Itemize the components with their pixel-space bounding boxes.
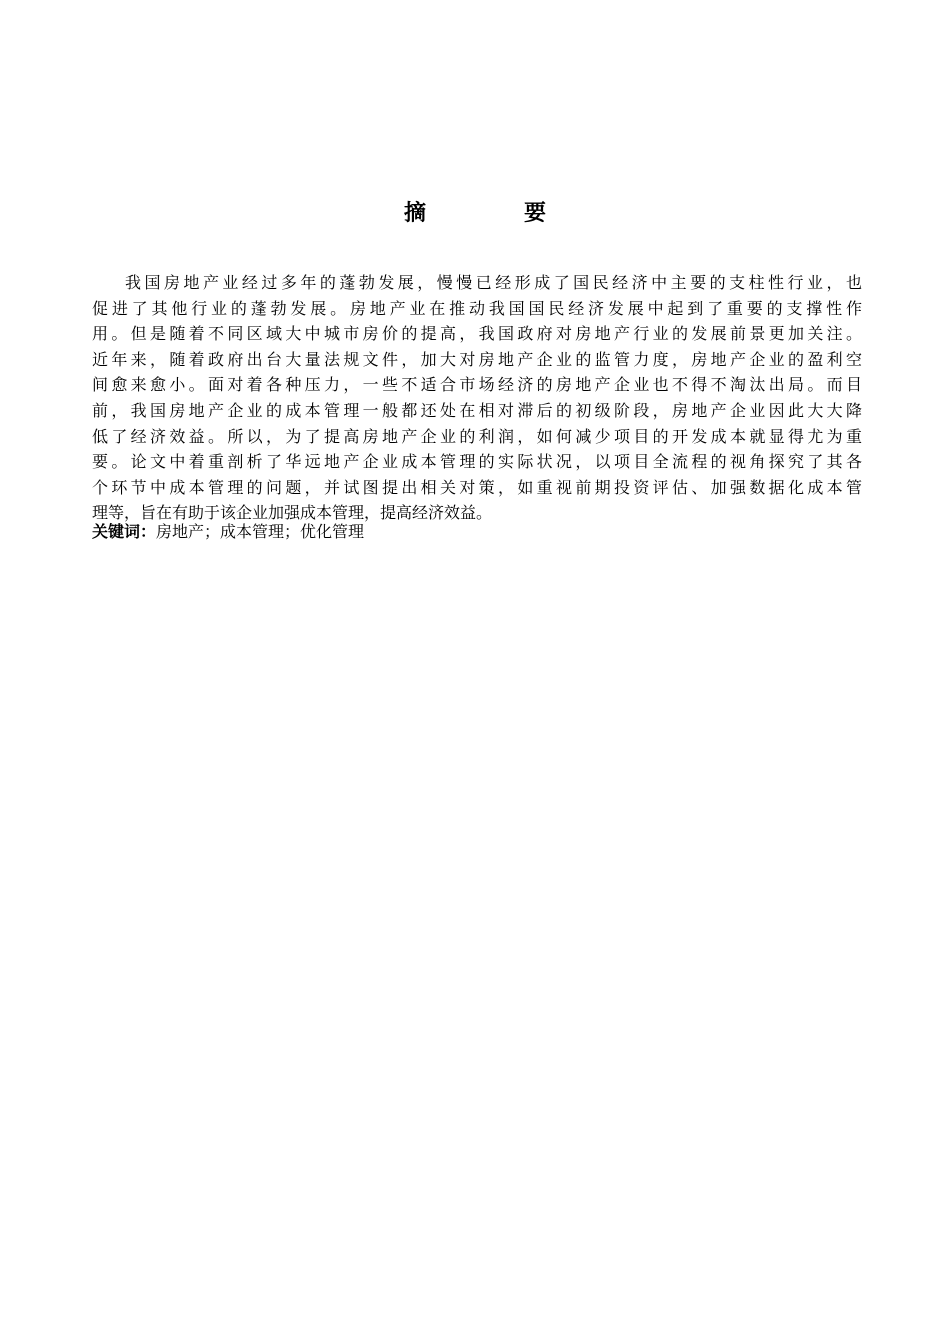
abstract-line: 理等，旨在有助于该企业加强成本管理，提高经济效益。: [92, 503, 493, 523]
abstract-line: 要。论文中着重剖析了华远地产企业成本管理的实际状况，以项目全流程的视角探究了其各: [92, 452, 862, 472]
abstract-line: 间愈来愈小。面对着各种压力，一些不适合市场经济的房地产企业也不得不淘汰出局。而目: [92, 375, 862, 395]
keywords-line: [92, 519, 364, 545]
abstract-line: 个环节中成本管理的问题，并试图提出相关对策，如重视前期投资评估、加强数据化成本管: [92, 477, 862, 497]
abstract-line: 促进了其他行业的蓬勃发展。房地产业在推动我国国民经济发展中起到了重要的支撑性作: [92, 298, 862, 318]
abstract-line: 低了经济效益。所以，为了提高房地产企业的利润，如何减少项目的开发成本就显得尤为重: [92, 426, 862, 446]
abstract-title: 摘 要: [403, 201, 584, 226]
keywords-label: 关键词：: [92, 522, 157, 541]
keywords-value: 房地产；成本管理；优化管理: [156, 522, 365, 541]
abstract-line: 前，我国房地产企业的成本管理一般都还处在相对滞后的初级阶段，房地产企业因此大大降: [92, 400, 862, 420]
abstract-body: [92, 270, 862, 526]
abstract-line: 用。但是随着不同区域大中城市房价的提高，我国政府对房地产行业的发展前景更加关注。: [92, 324, 862, 344]
abstract-line: 近年来，随着政府出台大量法规文件，加大对房地产企业的监管力度，房地产企业的盈利空: [92, 349, 862, 369]
abstract-line: 我国房地产业经过多年的蓬勃发展，慢慢已经形成了国民经济中主要的支柱性行业，也: [125, 273, 862, 292]
